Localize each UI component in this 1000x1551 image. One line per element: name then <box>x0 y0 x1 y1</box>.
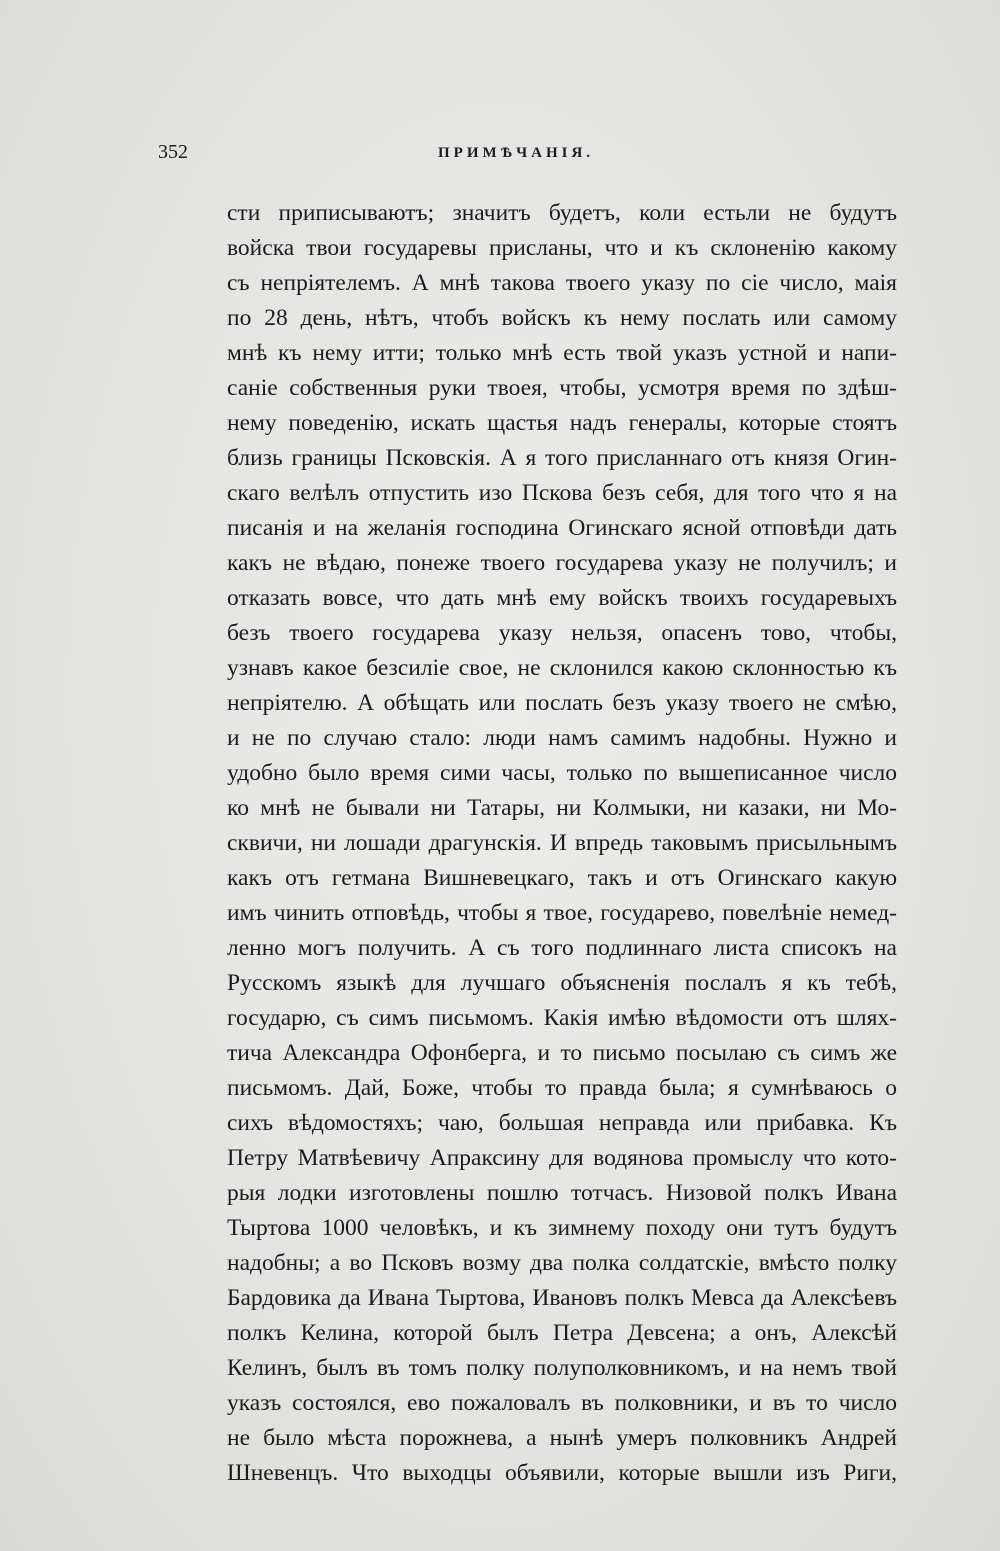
page-number: 352 <box>158 141 188 163</box>
text-line: близь границы Псковскія. А я того присланнаго отъ князя Огин- <box>227 445 897 471</box>
running-head: ПРИМѢЧАНІЯ. <box>438 145 595 161</box>
text-line: Келинъ, былъ въ томъ полку полуполковникомъ, и на немъ твой <box>227 1355 897 1381</box>
text-line: Тыртова 1000 человѣкъ, и къ зимнему походу они тутъ будутъ <box>227 1215 897 1241</box>
text-line: ленно могъ получить. А съ того подлиннаго листа списокъ на <box>227 935 897 961</box>
text-line: мнѣ къ нему итти; только мнѣ есть твой указъ устной и напи- <box>227 340 897 366</box>
text-line: скаго велѣлъ отпустить изо Пскова безъ себя, для того что я на <box>227 480 897 506</box>
text-line: писанія и на желанія господина Огинскаго ясной отповѣди дать <box>227 515 897 541</box>
text-line: нему поведенію, искать щастья надъ генералы, которые стоятъ <box>227 410 897 436</box>
text-line: имъ чинить отповѣдь, чтобы я твое, государево, повелѣніе немед- <box>227 900 897 926</box>
text-line: сихъ вѣдомостяхъ; чаю, большая неправда или прибавка. Къ <box>227 1110 897 1136</box>
text-line: удобно было время сими часы, только по вышеписанное число <box>227 760 897 786</box>
text-line: Шневенцъ. Что выходцы объявили, которые вышли изъ Риги, <box>227 1460 897 1486</box>
text-line: тича Александра Офонберга, и то письмо посылаю съ симъ же <box>227 1040 897 1066</box>
text-line: надобны; а во Псковъ возму два полка солдатскіе, вмѣсто полку <box>227 1250 897 1276</box>
text-line: рыя лодки изготовлены пошлю тотчасъ. Низовой полкъ Ивана <box>227 1180 897 1206</box>
text-line: узнавъ какое безсиліе свое, не склонился какою склонностью къ <box>227 655 897 681</box>
text-line: Бардовика да Ивана Тыртова, Ивановъ полкъ Мевса да Алексѣевъ <box>227 1285 897 1311</box>
body-text <box>227 196 897 1491</box>
text-line: съ непріятелемъ. А мнѣ такова твоего указу по сіе число, маія <box>227 270 897 296</box>
text-line: безъ твоего государева указу нельзя, опасенъ тово, чтобы, <box>227 620 897 646</box>
text-line: указъ состоялся, ево пожаловалъ въ полковники, и въ то число <box>227 1390 897 1416</box>
text-line: ко мнѣ не бывали ни Татары, ни Колмыки, ни казаки, ни Мо- <box>227 795 897 821</box>
text-line: письмомъ. Дай, Боже, чтобы то правда была; я сумнѣваюсь о <box>227 1075 897 1101</box>
text-line: непріятелю. А обѣщать или послать безъ указу твоего не смѣю, <box>227 690 897 716</box>
text-line: саніе собственныя руки твоея, чтобы, усмотря время по здѣш- <box>227 375 897 401</box>
text-line: Петру Матвѣевичу Апраксину для водянова промыслу что кото- <box>227 1145 897 1171</box>
text-line: Русскомъ языкѣ для лучшаго объясненія послалъ я къ тебѣ, <box>227 970 897 996</box>
text-line: сти приписываютъ; значитъ будетъ, коли естьли не будутъ <box>227 200 897 226</box>
text-line: полкъ Келина, которой былъ Петра Девсена; а онъ, Алексѣй <box>227 1320 897 1346</box>
text-line: и не по случаю стало: люди намъ самимъ надобны. Нужно и <box>227 725 897 751</box>
text-line: какъ отъ гетмана Вишневецкаго, такъ и отъ Огинскаго какую <box>227 865 897 891</box>
text-line: не было мѣста порожнева, а нынѣ умеръ полковникъ Андрей <box>227 1425 897 1451</box>
text-line: по 28 день, нѣтъ, чтобъ войскъ къ нему послать или самому <box>227 305 897 331</box>
text-line: войска твои государевы присланы, что и къ склоненію какому <box>227 235 897 261</box>
text-line: отказать вовсе, что дать мнѣ ему войскъ твоихъ государевыхъ <box>227 585 897 611</box>
text-line: государю, съ симъ письмомъ. Какія имѣю вѣдомости отъ шлях- <box>227 1005 897 1031</box>
text-line: сквичи, ни лошади драгунскія. И впредь таковымъ присыльнымъ <box>227 830 897 856</box>
text-line: какъ не вѣдаю, понеже твоего государева указу не получилъ; и <box>227 550 897 576</box>
